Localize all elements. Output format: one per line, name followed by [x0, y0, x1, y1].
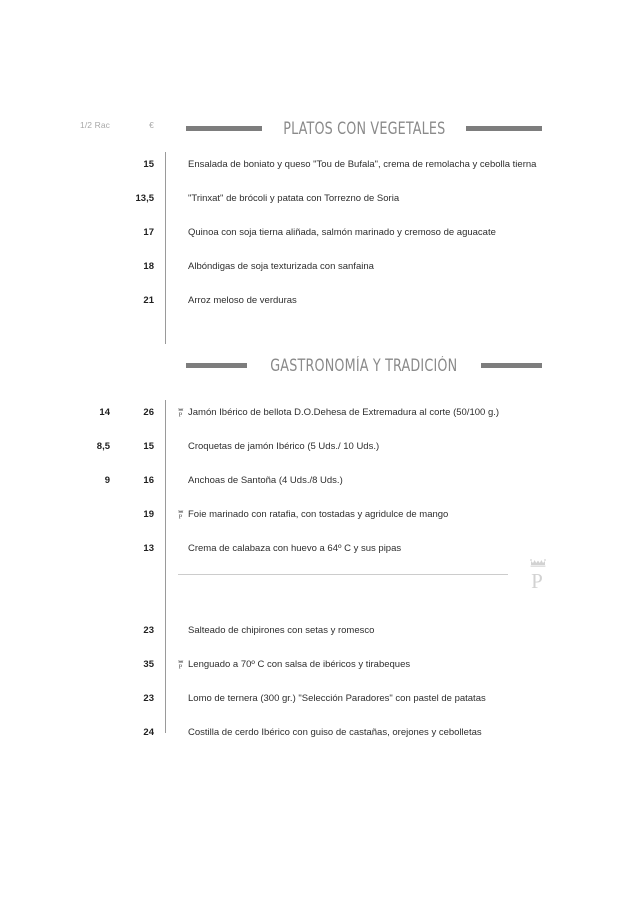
- menu-item-row: [64, 658, 544, 672]
- crown-p-icon: [175, 508, 186, 520]
- section-rule-left: [186, 363, 247, 368]
- item-description-wrapper: [164, 624, 544, 638]
- item-price-full: 16: [143, 475, 154, 486]
- svg-text:P: P: [178, 411, 183, 418]
- item-description: Salteado de chipirones con setas y romesco: [188, 625, 375, 636]
- section-rule-right: [466, 126, 542, 131]
- column-header-currency: €: [149, 120, 154, 130]
- item-price-full: 13: [143, 543, 154, 554]
- item-description: Croquetas de jamón Ibérico (5 Uds./ 10 Uds.): [188, 441, 380, 452]
- item-description-wrapper: [164, 260, 544, 274]
- menu-item-row: [64, 440, 544, 454]
- item-description: Arroz meloso de verduras: [188, 295, 297, 306]
- item-description: Jamón Ibérico de bellota D.O.Dehesa de Extremadura al corte (50/100 g.): [188, 407, 500, 418]
- paradores-logo-watermark: [522, 556, 552, 592]
- item-description: Anchoas de Santoña (4 Uds./8 Uds.): [188, 475, 343, 486]
- crown-p-icon: [176, 509, 185, 520]
- menu-item-row: [64, 226, 544, 240]
- section-title-label: GASTRONOMÍA Y TRADICIÓN: [270, 355, 458, 375]
- item-price-full: 35: [143, 659, 154, 670]
- menu-item-row: [64, 508, 544, 522]
- crown-p-icon: [176, 407, 185, 418]
- item-price-full: 13,5: [135, 193, 154, 204]
- crown-p-icon: [176, 659, 185, 670]
- section-title-gastronomia: [186, 355, 542, 375]
- item-description: Albóndigas de soja texturizada con sanfaina: [188, 261, 374, 272]
- item-description: Lomo de ternera (300 gr.) "Selección Paradores" con pastel de patatas: [188, 693, 486, 704]
- price-column-headers: [64, 120, 174, 130]
- section-inner-divider: [178, 574, 508, 575]
- item-description: Quinoa con soja tierna aliñada, salmón marinado y cremoso de aguacate: [188, 227, 496, 238]
- item-price-full: 23: [143, 693, 154, 704]
- section-rule-left: [186, 126, 262, 131]
- item-price-full: 17: [143, 227, 154, 238]
- menu-item-row: [64, 624, 544, 638]
- crown-p-icon: [175, 406, 186, 418]
- item-price-full: 18: [143, 261, 154, 272]
- item-description-wrapper: [164, 542, 544, 556]
- item-description-wrapper: [164, 658, 544, 672]
- item-description-wrapper: [164, 158, 544, 172]
- item-description-wrapper: [164, 192, 544, 206]
- section-title-vegetales: [186, 118, 542, 138]
- item-description-wrapper: [164, 226, 544, 240]
- item-price-full: 15: [143, 441, 154, 452]
- item-description: Costilla de cerdo Ibérico con guiso de castañas, orejones y cebolletas: [188, 727, 482, 738]
- item-price-half-ration: 8,5: [96, 441, 110, 452]
- item-description: Crema de calabaza con huevo a 64º C y sus pipas: [188, 543, 402, 554]
- item-price-half-ration: 9: [104, 475, 110, 486]
- item-description-wrapper: [164, 474, 544, 488]
- item-price-full: 21: [143, 295, 154, 306]
- item-description: Ensalada de boniato y queso "Tou de Bufala", crema de remolacha y cebolla tierna: [188, 159, 537, 170]
- menu-item-row: [64, 474, 544, 488]
- item-price-full: 15: [143, 159, 154, 170]
- item-description-wrapper: [164, 294, 544, 308]
- menu-item-row: [64, 542, 544, 556]
- item-description-wrapper: [164, 726, 544, 740]
- item-description-wrapper: [164, 406, 544, 420]
- item-description-wrapper: [164, 440, 544, 454]
- item-description: Lenguado a 70º C con salsa de ibéricos y tirabeques: [188, 659, 411, 670]
- menu-item-row: [64, 192, 544, 206]
- menu-item-row: [64, 406, 544, 420]
- item-description-wrapper: [164, 508, 544, 522]
- section-rule-right: [481, 363, 542, 368]
- item-description-wrapper: [164, 692, 544, 706]
- section-title-label: PLATOS CON VEGETALES: [282, 118, 446, 138]
- menu-item-row: [64, 692, 544, 706]
- item-list-gastronomia: [64, 406, 544, 760]
- svg-text:P: P: [178, 663, 183, 670]
- svg-text:P: P: [178, 513, 183, 520]
- item-price-full: 23: [143, 625, 154, 636]
- item-price-half-ration: 14: [99, 407, 110, 418]
- menu-item-row: [64, 158, 544, 172]
- item-description: "Trinxat" de brócoli y patata con Torrezno de Soria: [188, 193, 400, 204]
- item-price-full: 24: [143, 727, 154, 738]
- menu-item-row: [64, 294, 544, 308]
- column-header-half-ration: 1/2 Rac: [80, 120, 110, 130]
- menu-item-row: [64, 726, 544, 740]
- item-description: Foie marinado con ratafia, con tostadas y agridulce de mango: [188, 509, 449, 520]
- menu-item-row: [64, 260, 544, 274]
- svg-text:P: P: [531, 569, 543, 592]
- item-price-full: 26: [143, 407, 154, 418]
- crown-p-icon: [175, 658, 186, 670]
- item-list-vegetales: [64, 158, 544, 328]
- item-price-full: 19: [143, 509, 154, 520]
